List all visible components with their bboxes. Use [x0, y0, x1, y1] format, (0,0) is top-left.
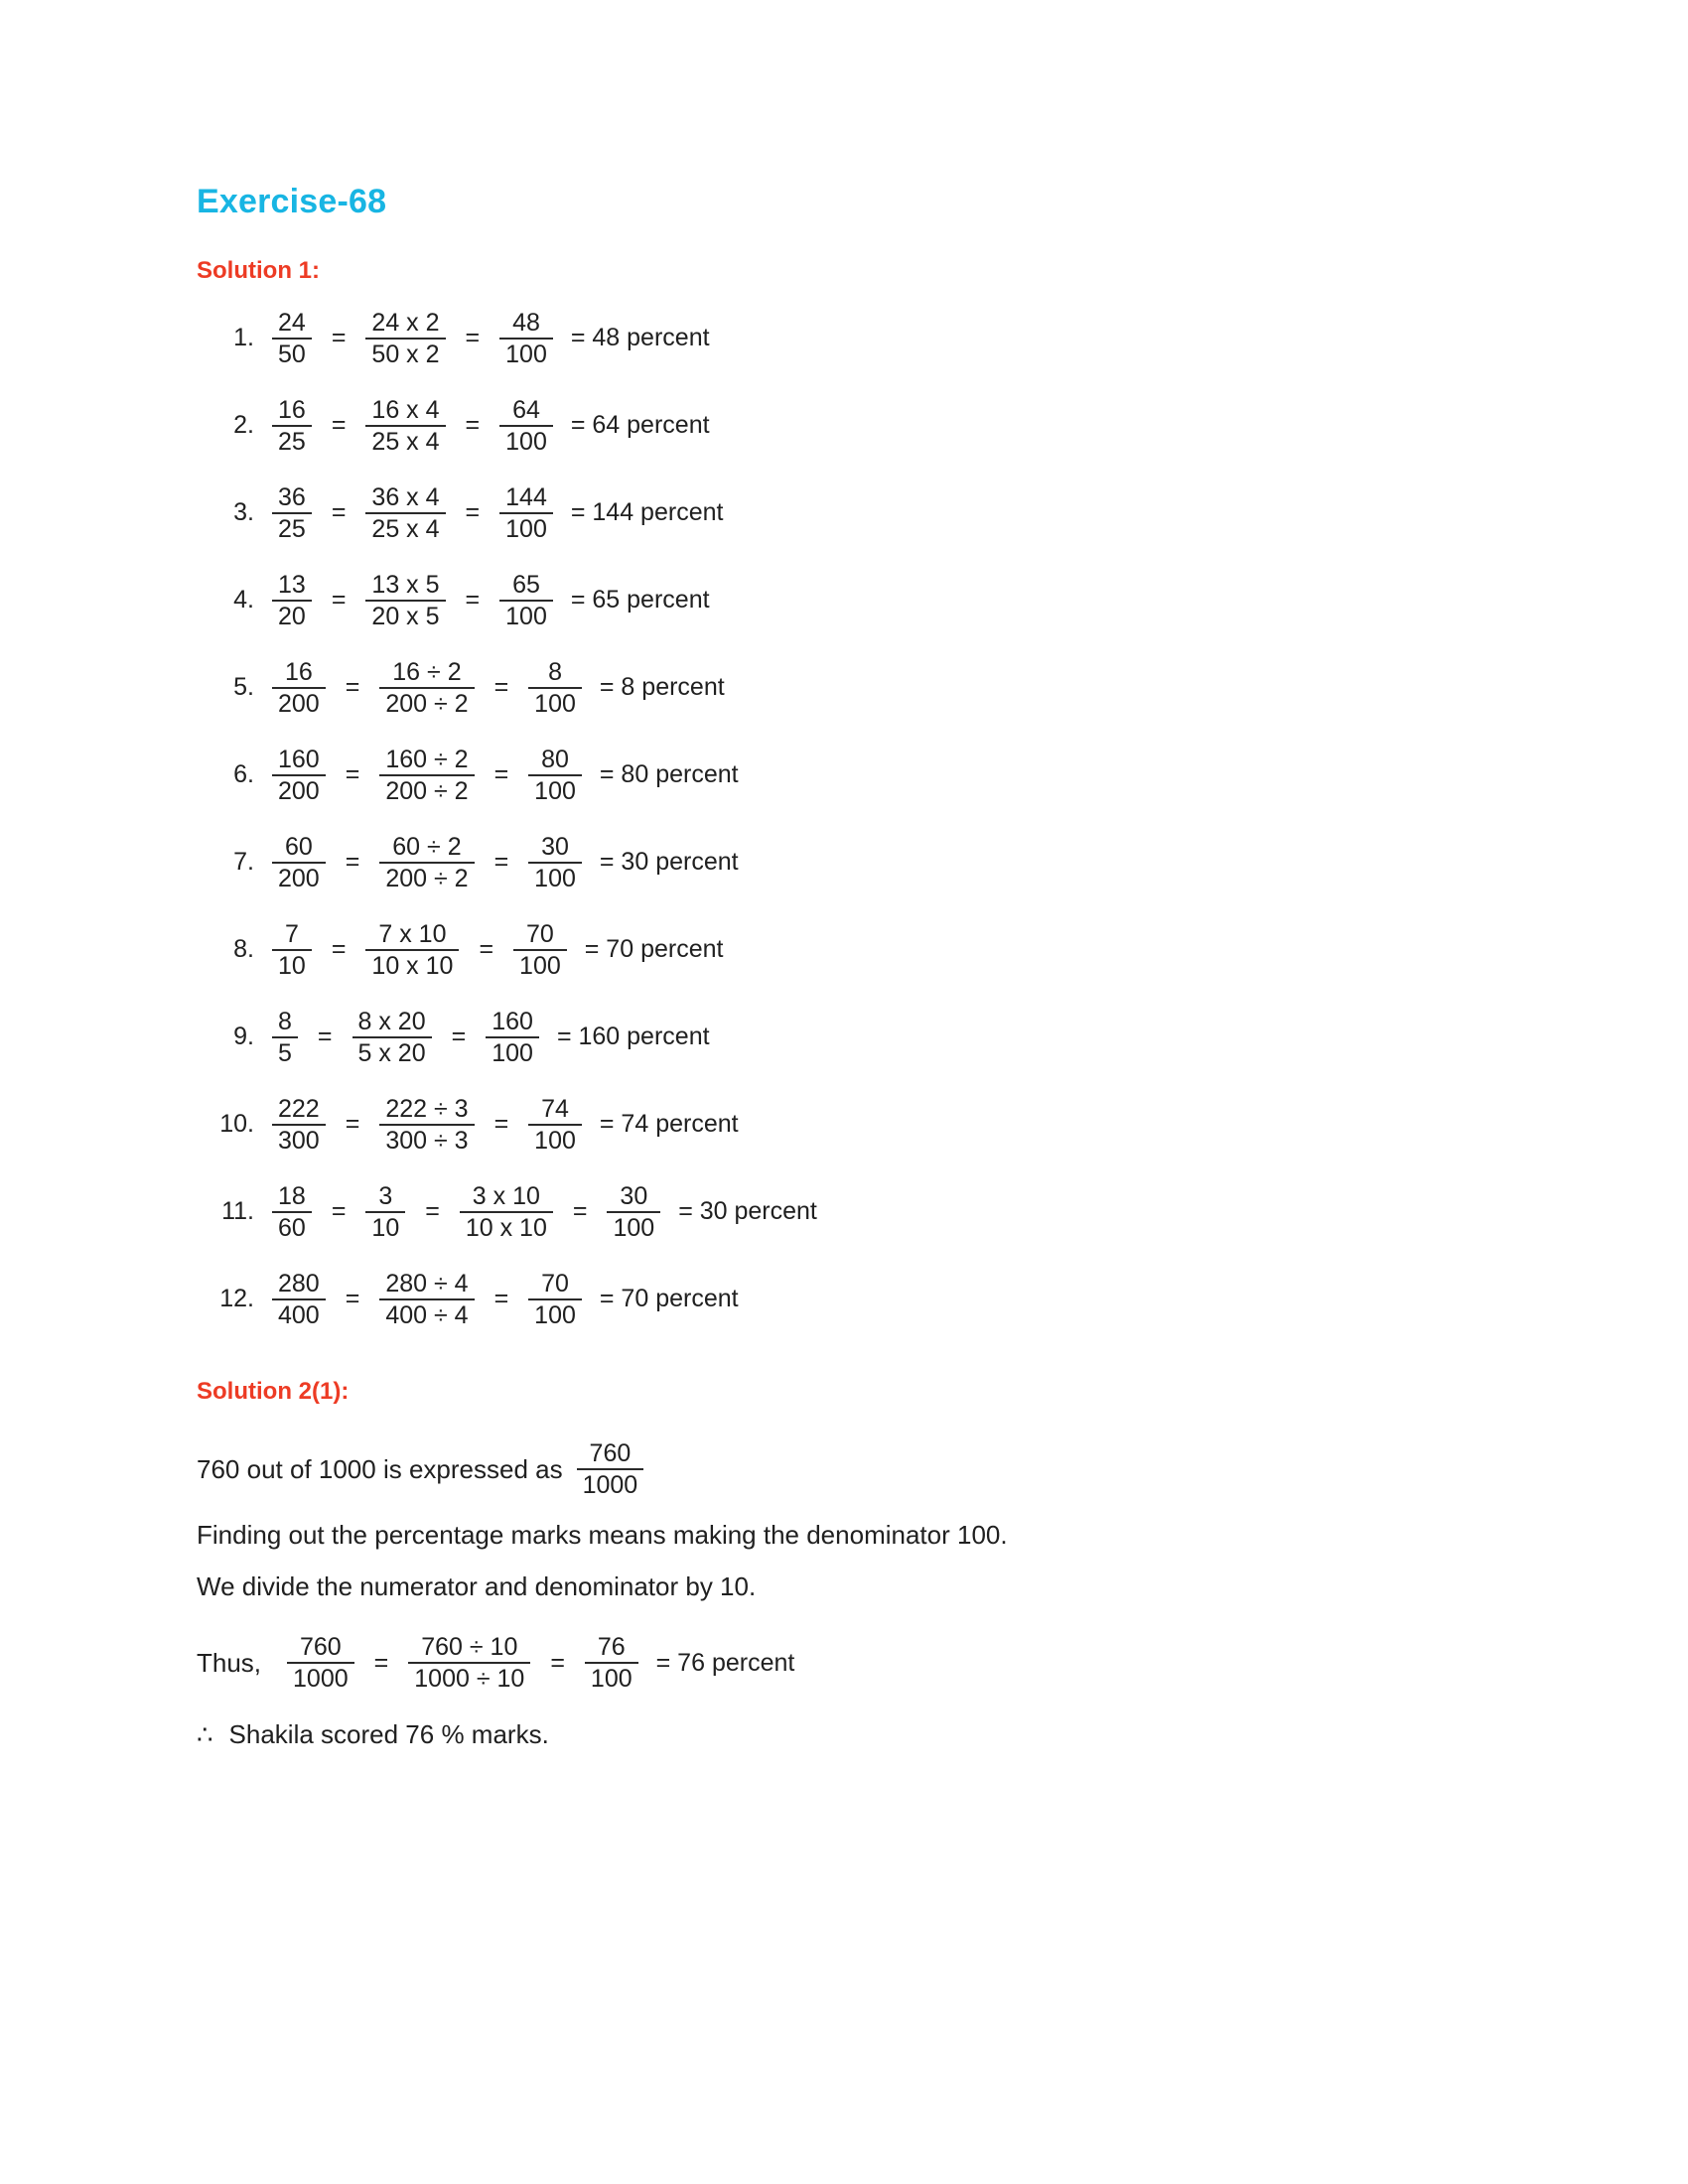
fraction-denominator: 300 — [272, 1124, 326, 1154]
row-result: = 48 percent — [570, 324, 710, 352]
equals-sign: = — [345, 760, 360, 789]
fraction-numerator: 65 — [512, 570, 540, 599]
fraction-numerator: 60 — [284, 832, 313, 861]
solution-2-heading: Solution 2(1): — [197, 1377, 350, 1405]
equals-sign: = — [465, 498, 481, 527]
fraction — [379, 659, 474, 718]
fraction-numerator: 60 ÷ 2 — [392, 832, 462, 861]
equals-sign: = — [345, 673, 360, 702]
row-number: 4. — [233, 586, 254, 614]
row-result: = 160 percent — [556, 1023, 710, 1051]
equals-sign: = — [331, 935, 347, 964]
math-row — [197, 1081, 1487, 1168]
fraction-denominator: 200 ÷ 2 — [379, 862, 474, 891]
fraction-numerator: 3 x 10 — [472, 1181, 540, 1210]
fraction-numerator: 144 — [505, 482, 547, 511]
fraction-denominator: 200 — [272, 687, 326, 717]
math-row — [197, 382, 1487, 470]
fraction — [365, 921, 459, 980]
fraction — [585, 1634, 638, 1693]
fraction — [379, 747, 474, 805]
fraction-numerator: 160 — [492, 1007, 533, 1035]
solution-2-line-3-text: We divide the numerator and denominator by 10. — [197, 1571, 757, 1602]
fraction-numerator: 36 — [278, 482, 306, 511]
row-number: 7. — [233, 848, 254, 877]
fraction-denominator: 100 — [499, 425, 553, 455]
fraction-denominator: 200 ÷ 2 — [379, 687, 474, 717]
row-result: = 70 percent — [584, 935, 724, 964]
math-row — [197, 994, 1487, 1081]
equals-sign: = — [493, 673, 509, 702]
fraction — [365, 484, 445, 543]
row-result: = 64 percent — [570, 411, 710, 440]
solution-1-list — [197, 295, 1487, 1343]
fraction-numerator: 30 — [620, 1181, 648, 1210]
fraction-denominator: 300 ÷ 3 — [379, 1124, 474, 1154]
row-result: = 70 percent — [599, 1285, 739, 1313]
fraction — [272, 747, 326, 805]
equals-sign: = — [572, 1197, 588, 1226]
equals-sign: = — [373, 1648, 389, 1677]
page-title: Exercise-68 — [197, 183, 387, 220]
fraction — [513, 921, 567, 980]
row-number: 9. — [233, 1023, 254, 1051]
row-result: = 8 percent — [599, 673, 725, 702]
equals-sign: = — [465, 411, 481, 440]
solution-2-intro-line — [197, 1427, 1487, 1512]
equals-sign: = — [425, 1197, 440, 1226]
fraction — [379, 1271, 474, 1329]
therefore-symbol: ∴ — [197, 1719, 213, 1750]
equals-sign: = — [493, 760, 509, 789]
row-number: 11. — [221, 1197, 254, 1226]
fraction-denominator: 100 — [528, 1298, 582, 1328]
math-row — [197, 470, 1487, 557]
fraction-numerator: 8 x 20 — [357, 1007, 426, 1035]
fraction-denominator: 50 — [272, 338, 312, 367]
row-result: = 74 percent — [599, 1110, 739, 1139]
fraction — [365, 397, 445, 456]
solution-2-intro-text: 760 out of 1000 is expressed as — [197, 1454, 563, 1485]
fraction-denominator: 5 — [272, 1036, 298, 1066]
fraction-denominator: 400 ÷ 4 — [379, 1298, 474, 1328]
thus-label: Thus, — [197, 1648, 262, 1679]
solution-2-line-2-text: Finding out the percentage marks means making the denominator 100. — [197, 1520, 1008, 1551]
fraction-numerator: 16 x 4 — [371, 395, 440, 424]
fraction-denominator: 100 — [499, 600, 553, 629]
fraction — [528, 1271, 582, 1329]
row-result: = 65 percent — [570, 586, 710, 614]
fraction-numerator: 160 — [278, 745, 320, 773]
fraction — [486, 1009, 539, 1067]
fraction — [460, 1183, 553, 1242]
document-content — [197, 184, 1487, 1754]
math-row — [197, 1256, 1487, 1343]
fraction-denominator: 20 x 5 — [365, 600, 445, 629]
row-number: 10. — [219, 1110, 254, 1139]
equals-sign: = — [465, 324, 481, 352]
fraction — [528, 747, 582, 805]
fraction — [365, 310, 445, 368]
fraction-denominator: 10 x 10 — [460, 1211, 553, 1241]
fraction — [272, 1009, 298, 1067]
equals-sign: = — [331, 324, 347, 352]
fraction-denominator: 5 x 20 — [352, 1036, 432, 1066]
fraction — [528, 1096, 582, 1155]
fraction-numerator: 24 — [278, 308, 306, 337]
fraction-denominator: 20 — [272, 600, 312, 629]
solution-1-heading: Solution 1: — [197, 257, 320, 285]
fraction — [607, 1183, 660, 1242]
fraction-numerator: 70 — [526, 919, 554, 948]
fraction — [365, 572, 445, 630]
equals-sign: = — [345, 848, 360, 877]
fraction-numerator: 7 x 10 — [378, 919, 447, 948]
fraction-denominator: 100 — [499, 512, 553, 542]
fraction-denominator: 25 x 4 — [365, 512, 445, 542]
row-result: = 30 percent — [678, 1197, 817, 1226]
fraction — [272, 1096, 326, 1155]
fraction-numerator: 13 — [278, 570, 306, 599]
row-number: 2. — [233, 411, 254, 440]
solution-2-result: = 76 percent — [655, 1648, 795, 1677]
equals-sign: = — [550, 1648, 565, 1677]
equals-sign: = — [451, 1023, 467, 1051]
fraction-denominator: 100 — [486, 1036, 539, 1066]
solution-2-line-2 — [197, 1512, 1487, 1558]
fraction-denominator: 10 — [365, 1211, 405, 1241]
fraction — [499, 310, 553, 368]
row-result: = 30 percent — [599, 848, 739, 877]
math-row — [197, 819, 1487, 906]
fraction-denominator: 10 — [272, 949, 312, 979]
fraction-numerator: 80 — [541, 745, 569, 773]
solution-2-equation-row — [197, 1615, 1487, 1710]
fraction-numerator: 8 — [548, 657, 562, 686]
fraction-numerator: 16 — [284, 657, 313, 686]
fraction — [379, 1096, 474, 1155]
fraction — [272, 659, 326, 718]
fraction-numerator: 13 x 5 — [371, 570, 440, 599]
fraction-denominator: 200 — [272, 774, 326, 804]
row-number: 8. — [233, 935, 254, 964]
equals-sign: = — [493, 1110, 509, 1139]
fraction-denominator: 200 ÷ 2 — [379, 774, 474, 804]
fraction-numerator: 16 — [278, 395, 306, 424]
fraction-numerator: 760 — [589, 1438, 632, 1467]
fraction — [272, 397, 312, 456]
fraction-denominator: 1000 ÷ 10 — [408, 1662, 530, 1692]
fraction — [499, 397, 553, 456]
fraction-denominator: 100 — [499, 338, 553, 367]
equals-sign: = — [479, 935, 494, 964]
fraction-denominator: 60 — [272, 1211, 312, 1241]
fraction-denominator: 100 — [585, 1662, 638, 1692]
row-number: 6. — [233, 760, 254, 789]
fraction-numerator: 18 — [278, 1181, 306, 1210]
equals-sign: = — [465, 586, 481, 614]
row-number: 5. — [233, 673, 254, 702]
equals-sign: = — [331, 498, 347, 527]
row-number: 1. — [233, 324, 254, 352]
fraction-denominator: 50 x 2 — [365, 338, 445, 367]
fraction-numerator: 24 x 2 — [371, 308, 440, 337]
equals-sign: = — [493, 1285, 509, 1313]
fraction-denominator: 25 x 4 — [365, 425, 445, 455]
fraction-denominator: 200 — [272, 862, 326, 891]
fraction — [528, 659, 582, 718]
fraction-numerator: 280 — [278, 1269, 320, 1297]
fraction-numerator: 8 — [278, 1007, 292, 1035]
equals-sign: = — [331, 411, 347, 440]
fraction — [287, 1634, 354, 1693]
fraction-numerator: 74 — [541, 1094, 569, 1123]
fraction-denominator: 100 — [528, 862, 582, 891]
fraction — [408, 1634, 530, 1693]
equals-sign: = — [317, 1023, 333, 1051]
fraction-numerator: 160 ÷ 2 — [385, 745, 469, 773]
math-row — [197, 906, 1487, 994]
math-row — [197, 1168, 1487, 1256]
fraction — [365, 1183, 405, 1242]
equals-sign: = — [493, 848, 509, 877]
fraction-numerator: 76 — [597, 1632, 626, 1661]
solution-2-line-3 — [197, 1564, 1487, 1609]
fraction — [379, 834, 474, 892]
fraction-denominator: 1000 — [287, 1662, 354, 1692]
fraction — [272, 484, 312, 543]
fraction-numerator: 3 — [378, 1181, 393, 1210]
fraction-760-over-1000 — [577, 1440, 644, 1499]
fraction-numerator: 280 ÷ 4 — [385, 1269, 469, 1297]
math-row — [197, 732, 1487, 819]
math-row — [197, 557, 1487, 644]
fraction-denominator: 100 — [528, 774, 582, 804]
equals-sign: = — [331, 586, 347, 614]
fraction-denominator: 400 — [272, 1298, 326, 1328]
fraction-denominator: 100 — [607, 1211, 660, 1241]
fraction-denominator: 10 x 10 — [365, 949, 459, 979]
fraction — [272, 1183, 312, 1242]
solution-2-conclusion — [197, 1714, 1487, 1754]
fraction — [499, 484, 553, 543]
fraction-numerator: 30 — [541, 832, 569, 861]
fraction-numerator: 36 x 4 — [371, 482, 440, 511]
fraction — [272, 310, 312, 368]
fraction — [352, 1009, 432, 1067]
fraction — [499, 572, 553, 630]
fraction — [272, 834, 326, 892]
fraction-denominator: 25 — [272, 512, 312, 542]
fraction-numerator: 70 — [541, 1269, 569, 1297]
fraction-denominator: 100 — [528, 687, 582, 717]
fraction-numerator: 64 — [512, 395, 540, 424]
row-result: = 80 percent — [599, 760, 739, 789]
equals-sign: = — [331, 1197, 347, 1226]
fraction — [272, 572, 312, 630]
row-number: 3. — [233, 498, 254, 527]
fraction-denominator: 25 — [272, 425, 312, 455]
math-row — [197, 295, 1487, 382]
solution-2-body — [197, 1427, 1487, 1754]
fraction-numerator: 16 ÷ 2 — [392, 657, 462, 686]
fraction-numerator: 760 ÷ 10 — [421, 1632, 518, 1661]
fraction — [272, 921, 312, 980]
equals-sign: = — [345, 1110, 360, 1139]
math-row — [197, 644, 1487, 732]
row-number: 12. — [219, 1285, 254, 1313]
fraction-numerator: 760 — [299, 1632, 342, 1661]
fraction-numerator: 7 — [284, 919, 299, 948]
fraction-denominator: 100 — [528, 1124, 582, 1154]
fraction-numerator: 222 — [278, 1094, 320, 1123]
fraction-denominator: 1000 — [577, 1468, 644, 1498]
fraction-denominator: 100 — [513, 949, 567, 979]
fraction-numerator: 222 ÷ 3 — [385, 1094, 469, 1123]
conclusion-text: Shakila scored 76 % marks. — [228, 1719, 549, 1750]
row-result: = 144 percent — [570, 498, 724, 527]
fraction-numerator: 48 — [512, 308, 540, 337]
fraction — [528, 834, 582, 892]
equals-sign: = — [345, 1285, 360, 1313]
fraction — [272, 1271, 326, 1329]
